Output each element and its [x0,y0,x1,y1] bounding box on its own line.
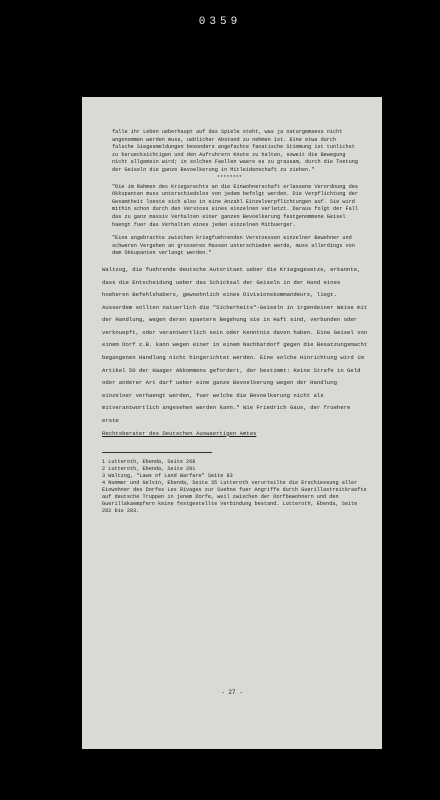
footnote-4: 4 Nummer und Gelvin, Ebenda, Seite 35 Lutteroth verurteilte die Erschiessung aller Einwohner des Dorfes Les Rivages zur Suehne fuer Angriffe durch Guerillastreitkraefte auf deutsche Truppen in jenem Dorfe, weil zwischen der Dorfbewohnern und den Guerillakaempfern keine festgestellte Verbindung bestand. Lutteroth, Ebenda, Seite 282 bis 283. [102,480,370,515]
quote-paragraph-1: falle ihr Leben ueberhaupt auf das Spiele steht, was ja naturgemaess nicht angenommen werden muss, ueblicher Abstand zu nehmen ist. Eine etwa durch falsche Siegesmeldungen besonders angefachte fanatische Stimmung ist tunlichst zu beruecksichtigen und den Aufruhrern Knute zu halten, soweit die Bewegung nicht allgemein wird; in solchen Faellen waere es zu grausam, durch die Toetung der Geiseln die ganze Bevoelkerung in Mitleidenschaft zu ziehen." [112,129,362,173]
quote-paragraph-2: "Die im Rahmen des Kriegsrechts an die Einwohnerschaft erlassene Verordnung des Okkupanten muss unterschiedslos von jedem befolgt werden. Die Verpflichtung der Gesamtheit loeste sich also in eine Anzahl Einzelverpflichtungen auf. Sie wird mithin schon durch den Verstoss eines einzelnen verletzt. Daraus folgt der Fall das zu ganz massiv Verhalten einer ganzen Bevoelkerung festgenommene Geisel haengt fuer das Verhalten eines jeden einzelnen Mitbuerger. [112,183,362,228]
quote-paragraph-3: "Eine angebrachte zwischen kriegfuehrenden Verstoessen einzelner Bewohner und schweren Vergehen an grosseren Massen unterschieden werde, muss allerdings von dem Okkupanten verlangt werden." [112,235,358,257]
microfilm-frame-number: 0359 [198,16,242,28]
page-number: - 27 - [221,689,243,696]
footnote-3: 3 Waltzog, "Laws of Land Warfare" Seite 83 [102,473,233,480]
footnote-rule [102,452,212,453]
footnote-1: 1 Lutteroth, Ebenda, Seite 268 [102,459,196,466]
footnote-2: 2 Lutteroth, Ebenda, Seite 281 [102,466,196,473]
main-paragraph: Waltzog, die fuehrende deutsche Autoritaet ueber die Kriegsgesetze, erkannte, dass die Entscheidung ueber das Schicksal der Geiseln in der Hand eines hoeheren Befehlshabers, gewoehnlich eines Divisionskommandeurs, liegt. Ausserdem sollten natuerlich die "Sicherheits"-Geiseln in irgendeiner Weise mit der Handlung, wegen deren spaetere Begehung sie in Haft sind, verbunden oder verknuepft, oder verantwortlich sein oder Kenntnis davon haben. Eine Geisel von einem Dorf z.B. kann wegen einer in einem Nachbardorf gegen die Besatzungsmacht begangenen Handlung nicht hingerichtet werden. Eine solche Hinrichtung wird im Artikel 50 der Haager Abkommens gefordert, der bestimmt: Keine Strafe in Geld oder anderer Art darf ueber eine ganze Bevoelkerung wegen der Handlung einzelner verhaengt werden, fuer welche die Bevoelkerung nicht als mitverantwortlich angesehen werden kann." Wie Friedrich Gaus, der fruehere erste [102,265,371,425]
main-paragraph-tail: Rechtsberater des Deutschen Auswaertigen Amtes [102,429,257,437]
page-content [102,129,371,515]
section-separator: ******** [217,174,242,181]
document-page [82,97,382,749]
